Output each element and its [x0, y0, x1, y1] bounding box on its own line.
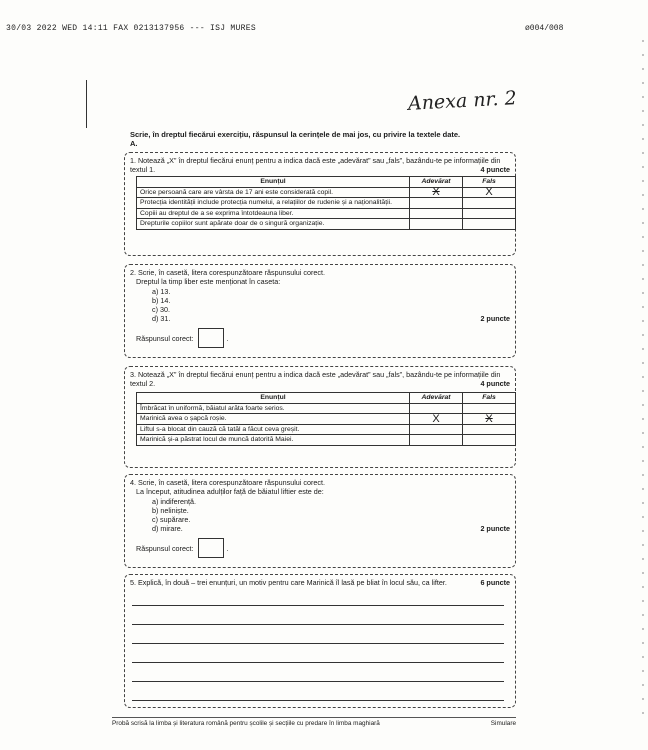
table-header-statement: Enunțul: [137, 177, 410, 188]
false-mark-cell[interactable]: [463, 403, 516, 414]
answer-line[interactable]: [132, 587, 504, 606]
footer-left: Probă scrisă la limba și literatura română pentru școlile și secțiile cu predare în limba maghiară: [112, 720, 380, 727]
exercise-1-table: [136, 176, 516, 230]
instructions-text: Scrie, în dreptul fiecărui exercițiu, răspunsul la cerințele de mai jos, cu privire la textele date.: [130, 130, 461, 139]
table-header-statement: Enunțul: [137, 393, 410, 404]
exercise-2: [124, 264, 516, 358]
false-mark-cell[interactable]: [463, 435, 516, 446]
exercise-2-answer-label: Răspunsul corect:: [136, 333, 194, 343]
exercise-5: [124, 574, 516, 708]
false-mark-cell[interactable]: [463, 198, 516, 209]
exercise-3-table: [136, 392, 516, 446]
option-c: c) 30.: [152, 305, 170, 314]
statement-cell: Liftul s-a blocat din cauză că tatăl a făcut ceva greșit.: [137, 424, 410, 435]
statement-cell: Marinică și-a păstrat locul de muncă datorită Maiei.: [137, 435, 410, 446]
option-a: a) 13.: [152, 287, 171, 296]
exercise-5-prompt: 5. Explică, în două – trei enunțuri, un motiv pentru care Marinică îl lasă pe bliat în locul său, ca lifter.: [130, 578, 447, 587]
table-row: [137, 435, 516, 446]
table-row: [137, 414, 516, 425]
footer-right: Simulare: [490, 720, 516, 727]
exercise-2-points: 2 puncte: [480, 314, 510, 323]
option-d: d) 31.: [152, 314, 171, 323]
true-mark-cell[interactable]: X: [410, 187, 463, 198]
instructions: [130, 130, 520, 148]
option-d: d) mirare.: [152, 524, 183, 533]
exercise-2-question: Dreptul la timp liber este menționat în caseta:: [136, 277, 281, 286]
false-mark-cell[interactable]: [463, 208, 516, 219]
answer-line[interactable]: [132, 606, 504, 625]
statement-cell: Marinică avea o șapcă roșie.: [137, 414, 410, 425]
exercise-4-prompt: 4. Scrie, în casetă, litera corespunzătoare răspunsului corect.: [130, 478, 325, 487]
false-mark-cell[interactable]: X: [463, 414, 516, 425]
table-row: [137, 198, 516, 209]
answer-period: .: [226, 543, 229, 553]
true-mark-cell[interactable]: [410, 403, 463, 414]
exercise-3: [124, 366, 516, 468]
table-row: [137, 403, 516, 414]
false-mark-cell[interactable]: [463, 219, 516, 230]
exercise-3-points: 4 puncte: [480, 379, 510, 388]
exercise-2-answer-box[interactable]: [198, 328, 224, 348]
fax-header-left: 30/03 2022 WED 14:11 FAX 0213137956 --- ISJ MURES: [6, 24, 256, 33]
fax-header-right: ø004/008: [525, 24, 564, 33]
page-footer: [112, 717, 516, 727]
part-label: A.: [130, 139, 138, 148]
true-mark-cell[interactable]: X: [410, 414, 463, 425]
answer-line[interactable]: [132, 682, 504, 701]
true-mark-cell[interactable]: [410, 435, 463, 446]
option-a: a) indiferență.: [152, 497, 196, 506]
exercise-4: [124, 474, 516, 568]
exercise-1-prompt: 1. Notează „X” în dreptul fiecărui enunț pentru a indica dacă este „adevărat” sau „fals”, bazându-te pe informațiile din textul 1.: [130, 156, 501, 174]
exercise-2-prompt: 2. Scrie, în casetă, litera corespunzătoare răspunsului corect.: [130, 268, 325, 277]
true-mark-cell[interactable]: [410, 208, 463, 219]
exercise-5-points: 6 puncte: [480, 578, 510, 587]
margin-mark: [86, 80, 87, 128]
true-mark-cell[interactable]: [410, 424, 463, 435]
statement-cell: Protecția identității include protecția numelui, a relațiilor de rudenie și a naționalității.: [137, 198, 410, 209]
answer-line[interactable]: [132, 644, 504, 663]
edge-perforation: [642, 40, 644, 720]
table-header-true: Adevărat: [410, 393, 463, 404]
answer-line[interactable]: [132, 663, 504, 682]
answer-lines: [130, 587, 510, 701]
statement-cell: Drepturile copiilor sunt apărate doar de o singură organizație.: [137, 219, 410, 230]
answer-line[interactable]: [132, 625, 504, 644]
table-header-false: Fals: [463, 177, 516, 188]
statement-cell: Orice persoană care are vârsta de 17 ani este considerată copil.: [137, 187, 410, 198]
exercise-4-question: La început, atitudinea adulților față de băiatul liftier este de:: [136, 487, 324, 496]
exercise-4-points: 2 puncte: [480, 524, 510, 533]
table-header-false: Fals: [463, 393, 516, 404]
exercise-4-answer-label: Răspunsul corect:: [136, 543, 194, 553]
table-row: [137, 208, 516, 219]
exercise-4-answer-box[interactable]: [198, 538, 224, 558]
statement-cell: Copiii au dreptul de a se exprima întotdeauna liber.: [137, 208, 410, 219]
exercise-4-options: [152, 497, 510, 533]
table-row: [137, 219, 516, 230]
false-mark-cell[interactable]: X: [463, 187, 516, 198]
table-header-true: Adevărat: [410, 177, 463, 188]
true-mark-cell[interactable]: [410, 198, 463, 209]
exercise-1: [124, 152, 516, 256]
exercise-1-points: 4 puncte: [480, 165, 510, 174]
option-b: b) 14.: [152, 296, 171, 305]
option-b: b) neliniște.: [152, 506, 189, 515]
answer-period: .: [226, 333, 229, 343]
annex-title: Anexa nr. 2: [407, 87, 518, 115]
table-row: [137, 424, 516, 435]
exercise-2-options: [152, 287, 510, 323]
table-row: [137, 187, 516, 198]
statement-cell: Îmbrăcat în uniformă, băiatul arăta foarte serios.: [137, 403, 410, 414]
exercise-3-prompt: 3. Notează „X” în dreptul fiecărui enunț pentru a indica dacă este „adevărat” sau „fals”, bazându-te pe informațiile din textul 2.: [130, 370, 501, 388]
false-mark-cell[interactable]: [463, 424, 516, 435]
option-c: c) supărare.: [152, 515, 191, 524]
true-mark-cell[interactable]: [410, 219, 463, 230]
